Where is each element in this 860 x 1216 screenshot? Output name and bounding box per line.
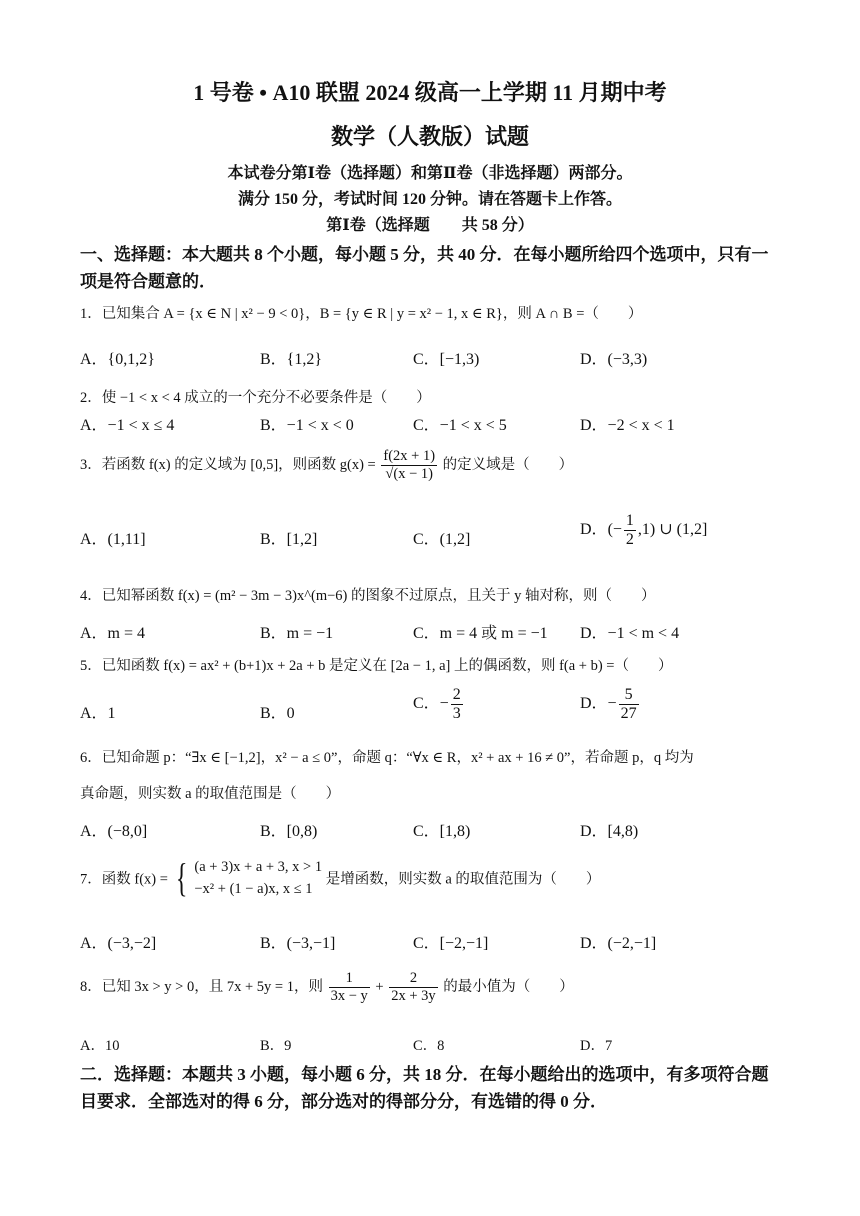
question-5-option-d-denominator: 27 [620,705,637,722]
question-2-option-b: B．−1 < x < 0 [260,417,354,434]
question-5-option-d [580,686,641,723]
piecewise-cases [194,856,322,900]
question-7-stem-post: 是增函数，则实数 a 的取值范围为（ ） [325,871,601,888]
question-6-option-b: B．[0,8) [260,823,318,840]
question-3-stem-pre: 3．若函数 f(x) 的定义域为 [0,5]，则函数 g(x) = [80,456,376,473]
question-8-option-c: C．8 [413,1038,445,1054]
intro-line-1: 本试卷分第Ⅰ卷（选择题）和第Ⅱ卷（非选择题）两部分。 [227,165,633,182]
question-5-option-d-label: D．− [580,695,617,713]
exam-subtitle: 数学（人教版）试题 [330,124,529,149]
section2-heading-line2: 目要求．全部选对的得 6 分，部分选对的得部分分，有选错的得 0 分． [80,1092,607,1111]
question-6-option-d: D．[4,8) [580,823,639,840]
question-5-option-c [413,686,465,723]
question-7-option-d: D．(−2,−1] [580,935,657,952]
question-7-stem-pre: 7．函数 f(x) = [80,871,168,888]
question-2-option-a: A．−1 < x ≤ 4 [80,417,175,434]
question-5-option-c-label: C．− [413,695,449,713]
question-7-option-a: A．(−3,−2] [80,935,157,952]
question-1-option-c: C．[−1,3) [413,351,480,368]
question-6-option-c: C．[1,8) [413,823,471,840]
question-3-stem [80,448,573,483]
question-4-option-b: B．m = −1 [260,625,334,642]
question-8-fraction-1 [329,970,370,1005]
question-4-option-d: D．−1 < m < 4 [580,625,680,642]
section1-heading-line2: 项是符合题意的． [80,272,216,291]
question-8-stem-pre: 8．已知 3x > y > 0，且 7x + 5y = 1，则 [80,978,323,995]
part-heading: 第Ⅰ卷（选择题 共 58 分） [326,217,534,234]
question-6-option-a: A．(−8,0] [80,823,148,840]
question-8-fraction-2 [389,970,437,1005]
question-8-stem [80,970,574,1005]
question-3-option-d-fraction [624,512,636,549]
question-1-stem: 1．已知集合 A = {x ∈ N | x² − 9 < 0}，B = {y ∈ R | y = x² − 1, x ∈ R}，则 A ∩ B =（ ） [80,306,643,322]
question-3-option-d [580,512,707,549]
question-5-option-c-numerator: 2 [452,686,461,703]
question-6-stem-line2: 真命题，则实数 a 的取值范围是（ ） [80,786,341,802]
exam-title: 1 号卷 • A10 联盟 2024 级高一上学期 11 月期中考 [193,80,667,105]
question-3-option-b: B．[1,2] [260,531,318,548]
question-5-stem: 5．已知函数 f(x) = ax² + (b+1)x + 2a + b 是定义在 [2a − 1, a] 上的偶函数，则 f(a + b) =（ ） [80,658,673,674]
question-3-fraction-numerator: f(2x + 1) [383,448,436,464]
question-3-option-d-pre: (− [607,521,622,539]
question-3-option-d-denominator: 2 [625,531,634,548]
question-3-option-d-numerator: 1 [625,512,634,529]
question-8-stem-post: 的最小值为（ ） [443,978,574,995]
question-1-option-b: B．{1,2} [260,351,323,368]
question-2-option-c: C．−1 < x < 5 [413,417,507,434]
question-3-option-d-post: ,1) ∪ (1,2] [637,521,708,539]
question-5-option-c-denominator: 3 [452,705,461,722]
question-8-fraction-1-denominator: 3x − y [330,988,368,1004]
question-4-option-c: C．m = 4 或 m = −1 [413,625,548,642]
piecewise-brace: { [175,855,187,900]
question-2-option-d: D．−2 < x < 1 [580,417,675,434]
question-5-option-d-numerator: 5 [619,686,639,705]
question-7-option-c: C．[−2,−1] [413,935,489,952]
question-3-fraction-denominator: √(x − 1) [385,466,433,482]
question-3-stem-post: 的定义域是（ ） [442,456,574,473]
question-2-stem: 2．使 −1 < x < 4 成立的一个充分不必要条件是（ ） [80,390,431,406]
piecewise-case-1: (a + 3)x + a + 3, x > 1 [194,859,323,875]
question-8-fraction-2-denominator: 2x + 3y [391,988,436,1004]
question-7-stem [80,856,600,900]
question-3-fraction [381,448,437,483]
question-3-option-c: C．(1,2] [413,531,471,548]
question-8-option-d: D．7 [580,1038,613,1054]
intro-line-2: 满分 150 分，考试时间 120 分钟。请在答题卡上作答。 [237,191,622,208]
question-5-option-a: A．1 [80,705,116,722]
question-6-stem-line1: 6．已知命题 p：“∃x ∈ [−1,2]，x² − a ≤ 0”，命题 q：“∀x ∈ R，x² + ax + 16 ≠ 0”，若命题 p，q 均为 [80,750,694,766]
question-3-option-a: A．(1,11] [80,531,146,548]
question-8-option-b: B．9 [260,1038,292,1054]
section2-heading-line1: 二．选择题：本题共 3 小题，每小题 6 分，共 18 分．在每小题给出的选项中，有多项符合题 [80,1065,769,1084]
question-3-option-d-label: D． [580,521,608,539]
question-1-option-d: D．(−3,3) [580,351,648,368]
question-7-option-b: B．(−3,−1] [260,935,336,952]
question-8-option-a: A．10 [80,1038,120,1054]
piecewise-case-2: −x² + (1 − a)x, x ≤ 1 [194,881,313,897]
question-8-fraction-2-numerator: 2 [389,970,437,988]
question-8-plus: + [375,978,384,995]
question-4-stem: 4．已知幂函数 f(x) = (m² − 3m − 3)x^(m−6) 的图象不过原点，且关于 y 轴对称，则（ ） [80,588,656,604]
question-4-option-a: A．m = 4 [80,625,146,642]
question-5-option-c-fraction [451,686,463,723]
question-5-option-d-fraction [619,686,639,723]
question-5-option-b: B．0 [260,705,295,722]
question-8-fraction-1-numerator: 1 [329,970,370,988]
question-1-option-a: A．{0,1,2} [80,351,155,368]
section1-heading-line1: 一、选择题：本大题共 8 个小题，每小题 5 分，共 40 分．在每小题所给四个选项中，只有一 [80,245,769,264]
